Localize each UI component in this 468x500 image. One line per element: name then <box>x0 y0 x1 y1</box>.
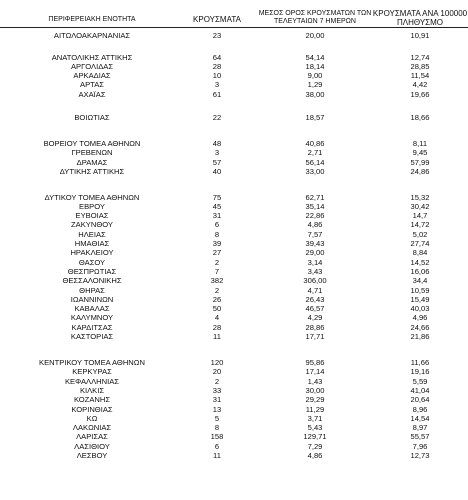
cases-cell: 11 <box>213 332 221 341</box>
table-row <box>0 193 468 203</box>
table-row <box>0 386 468 396</box>
per-100k-cell: 18,66 <box>410 112 430 122</box>
unit-name-cell: ΚΕΝΤΡΙΚΟΥ ΤΟΜΕΑ ΑΘΗΝΩΝ <box>39 358 145 367</box>
cases-cell: 22 <box>212 112 222 122</box>
cases-cell: 45 <box>212 201 222 211</box>
avg-7day-cell: 1,29 <box>307 80 323 90</box>
unit-name-cell: ΔΡΑΜΑΣ <box>76 157 108 167</box>
unit-name-cell: ΑΙΤΩΛΟΑΚΑΡΝΑΝΙΑΣ <box>53 30 131 40</box>
avg-7day-cell: 29,29 <box>305 395 325 405</box>
table-row <box>0 148 468 158</box>
cases-cell: 13 <box>212 404 222 414</box>
avg-7day-cell: 129,71 <box>303 432 327 442</box>
cases-cell: 33 <box>212 385 222 395</box>
table-row <box>0 442 468 452</box>
avg-7day-cell: 1,43 <box>307 376 323 386</box>
avg-7day-cell: 46,57 <box>305 304 325 314</box>
table-row <box>0 113 468 123</box>
avg-7day-cell: 22,86 <box>305 211 325 221</box>
per-100k-cell: 8,84 <box>412 248 428 258</box>
per-100k-cell: 8,96 <box>412 404 428 414</box>
cases-cell: 57 <box>212 157 222 167</box>
cases-cell: 10 <box>212 71 222 81</box>
cases-cell: 26 <box>212 294 222 304</box>
per-100k-cell: 14,72 <box>410 220 430 230</box>
table-row <box>0 139 468 149</box>
cases-cell: 120 <box>210 358 224 367</box>
table-row <box>0 31 468 41</box>
table-row <box>0 62 468 72</box>
per-100k-cell: 30,42 <box>410 201 430 211</box>
per-100k-cell: 9,45 <box>412 148 428 158</box>
unit-name-cell: ΛΑΚΩΝΙΑΣ <box>72 423 112 433</box>
cases-cell: 31 <box>212 211 222 221</box>
avg-7day-cell: 39,43 <box>305 239 325 248</box>
cases-cell: 11 <box>213 451 221 460</box>
per-100k-cell: 5,59 <box>412 376 428 386</box>
per-100k-cell: 24,86 <box>410 166 430 176</box>
per-100k-cell: 28,85 <box>410 61 430 71</box>
unit-name-cell: ΗΡΑΚΛΕΙΟΥ <box>70 248 114 258</box>
avg-7day-cell: 95,86 <box>305 358 325 367</box>
cases-cell: 5 <box>214 413 220 423</box>
per-100k-cell: 19,66 <box>410 89 430 99</box>
cases-cell: 7 <box>214 266 220 276</box>
avg-7day-cell: 7,57 <box>307 229 323 239</box>
per-100k-cell: 5,02 <box>412 229 428 239</box>
table-row <box>0 295 468 305</box>
table-row <box>0 451 468 461</box>
cases-cell: 382 <box>210 276 224 286</box>
avg-7day-cell: 29,00 <box>305 248 325 258</box>
avg-7day-cell: 56,14 <box>305 157 325 167</box>
avg-7day-cell: 18,14 <box>305 61 325 71</box>
cases-cell: 4 <box>214 313 220 323</box>
unit-name-cell: ΘΗΡΑΣ <box>79 285 105 295</box>
per-100k-cell: 16,06 <box>410 266 430 276</box>
cases-cell: 28 <box>212 322 222 332</box>
table-row <box>0 230 468 240</box>
per-100k-cell: 7,96 <box>412 441 428 451</box>
unit-name-cell: ΒΟΙΩΤΙΑΣ <box>74 112 110 122</box>
cases-cell: 20 <box>212 367 222 377</box>
table-row <box>0 167 468 177</box>
per-100k-cell: 20,64 <box>410 395 430 405</box>
unit-name-cell: ΚΑΡΔΙΤΣΑΣ <box>71 322 113 332</box>
per-100k-cell: 41,04 <box>410 385 430 395</box>
cases-cell: 61 <box>212 89 222 99</box>
table-row <box>0 220 468 230</box>
unit-name-cell: ΚΕΦΑΛΛΗΝΙΑΣ <box>64 376 120 386</box>
avg-7day-cell: 3,43 <box>307 266 323 276</box>
avg-7day-cell: 3,71 <box>307 413 323 423</box>
cases-cell: 28 <box>212 61 222 71</box>
avg-7day-cell: 4,29 <box>307 313 323 323</box>
table-row <box>0 367 468 377</box>
avg-7day-cell: 2,71 <box>307 148 323 158</box>
cases-cell: 40 <box>212 166 222 176</box>
header-per100k-line2: ΠΛΗΘΥΣΜΟ <box>396 18 444 27</box>
per-100k-cell: 14,52 <box>410 257 430 267</box>
unit-name-cell: ΗΜΑΘΙΑΣ <box>74 239 110 248</box>
per-100k-cell: 15,32 <box>410 192 430 202</box>
table-row <box>0 405 468 415</box>
avg-7day-cell: 18,57 <box>305 112 325 122</box>
table-row <box>0 423 468 433</box>
table-row <box>0 286 468 296</box>
unit-name-cell: ΔΥΤΙΚΟΥ ΤΟΜΕΑ ΑΘΗΝΩΝ <box>44 192 140 202</box>
avg-7day-cell: 40,86 <box>305 139 325 148</box>
table-row <box>0 432 468 442</box>
per-100k-cell: 10,59 <box>410 285 430 295</box>
unit-name-cell: ΚΟΡΙΝΘΙΑΣ <box>71 404 113 414</box>
unit-name-cell: ΘΕΣΣΑΛΟΝΙΚΗΣ <box>62 276 122 286</box>
unit-name-cell: ΖΑΚΥΝΘΟΥ <box>71 220 113 230</box>
unit-name-cell: ΕΥΒΟΙΑΣ <box>75 211 109 221</box>
unit-name-cell: ΑΡΓΟΛΙΔΑΣ <box>70 61 114 71</box>
per-100k-cell: 27,74 <box>410 239 430 248</box>
header-cases: ΚΡΟΥΣΜΑΤΑ <box>193 15 241 24</box>
avg-7day-cell: 7,29 <box>307 441 323 451</box>
cases-cell: 50 <box>212 304 222 314</box>
unit-name-cell: ΕΒΡΟΥ <box>79 201 105 211</box>
avg-7day-cell: 62,71 <box>305 192 325 202</box>
per-100k-cell: 21,86 <box>410 332 430 341</box>
unit-name-cell: ΚΩ <box>86 413 98 423</box>
unit-name-cell: ΛΑΣΙΘΙΟΥ <box>74 441 110 451</box>
header-avg-line2: ΤΕΛΕΥΤΑΙΩΝ 7 ΗΜΕΡΩΝ <box>274 18 356 25</box>
table-row <box>0 304 468 314</box>
table-row <box>0 248 468 258</box>
avg-7day-cell: 9,00 <box>307 71 323 81</box>
unit-name-cell: ΑΝΑΤΟΛΙΚΗΣ ΑΤΤΙΚΗΣ <box>51 52 133 62</box>
per-100k-cell: 40,03 <box>410 304 430 314</box>
cases-cell: 75 <box>212 192 222 202</box>
table-row <box>0 323 468 333</box>
avg-7day-cell: 28,86 <box>305 322 325 332</box>
avg-7day-cell: 26,43 <box>305 294 325 304</box>
table-row <box>0 53 468 63</box>
unit-name-cell: ΛΕΣΒΟΥ <box>76 451 108 460</box>
unit-name-cell: ΑΡΤΑΣ <box>80 80 104 90</box>
table-row <box>0 80 468 90</box>
per-100k-cell: 12,73 <box>410 451 430 460</box>
cases-cell: 6 <box>214 441 220 451</box>
unit-name-cell: ΚΙΛΚΙΣ <box>79 385 105 395</box>
unit-name-cell: ΘΕΣΠΡΩΤΙΑΣ <box>67 266 117 276</box>
per-100k-cell: 4,96 <box>412 313 428 323</box>
cases-cell: 23 <box>212 30 222 40</box>
per-100k-cell: 8,97 <box>412 423 428 433</box>
per-100k-cell: 55,57 <box>410 432 430 442</box>
unit-name-cell: ΚΑΒΑΛΑΣ <box>74 304 110 314</box>
avg-7day-cell: 4,86 <box>307 451 323 460</box>
table-row <box>0 395 468 405</box>
cases-cell: 3 <box>214 80 220 90</box>
unit-name-cell: ΚΟΖΑΝΗΣ <box>73 395 111 405</box>
table-row <box>0 358 468 368</box>
avg-7day-cell: 20,00 <box>305 30 325 40</box>
per-100k-cell: 19,16 <box>410 367 430 377</box>
header-unit: ΠΕΡΙΦΕΡΕΙΑΚΗ ΕΝΟΤΗΤΑ <box>48 16 136 23</box>
unit-name-cell: ΘΑΣΟΥ <box>78 257 106 267</box>
table-row <box>0 71 468 81</box>
per-100k-cell: 34,4 <box>412 276 428 286</box>
unit-name-cell: ΚΕΡΚΥΡΑΣ <box>72 367 112 377</box>
per-100k-cell: 14,54 <box>410 413 430 423</box>
cases-cell: 2 <box>214 376 220 386</box>
cases-cell: 39 <box>212 239 222 248</box>
table-row <box>0 239 468 249</box>
unit-name-cell: ΔΥΤΙΚΗΣ ΑΤΤΙΚΗΣ <box>59 166 125 176</box>
cases-cell: 158 <box>210 432 224 442</box>
cases-cell: 64 <box>212 52 222 62</box>
header-per100k-line1: ΚΡΟΥΣΜΑΤΑ ΑΝΑ 100000 <box>372 9 468 18</box>
avg-7day-cell: 30,00 <box>305 385 325 395</box>
per-100k-cell: 8,11 <box>412 139 428 148</box>
header-avg-line1: ΜΕΣΟΣ ΟΡΟΣ ΚΡΟΥΣΜΑΤΩΝ ΤΩΝ <box>258 10 372 17</box>
avg-7day-cell: 17,71 <box>305 332 325 341</box>
table-row <box>0 377 468 387</box>
cases-cell: 27 <box>212 248 222 258</box>
avg-7day-cell: 4,71 <box>307 285 323 295</box>
cases-cell: 2 <box>214 257 220 267</box>
per-100k-cell: 4,42 <box>412 80 428 90</box>
per-100k-cell: 15,49 <box>410 294 430 304</box>
unit-name-cell: ΑΧΑΪΑΣ <box>78 89 106 99</box>
avg-7day-cell: 35,14 <box>305 201 325 211</box>
cases-cell: 6 <box>214 220 220 230</box>
avg-7day-cell: 306,00 <box>303 276 327 286</box>
per-100k-cell: 11,54 <box>410 71 430 81</box>
unit-name-cell: ΓΡΕΒΕΝΩΝ <box>71 148 113 158</box>
header-divider <box>0 27 468 28</box>
avg-7day-cell: 33,00 <box>305 166 325 176</box>
table-row <box>0 90 468 100</box>
table-row <box>0 414 468 424</box>
table-row <box>0 158 468 168</box>
per-100k-cell: 57,99 <box>410 157 430 167</box>
avg-7day-cell: 4,86 <box>307 220 323 230</box>
avg-7day-cell: 3,14 <box>307 257 323 267</box>
cases-cell: 8 <box>214 423 220 433</box>
unit-name-cell: ΙΩΑΝΝΙΝΩΝ <box>70 294 114 304</box>
unit-name-cell: ΒΟΡΕΙΟΥ ΤΟΜΕΑ ΑΘΗΝΩΝ <box>43 139 141 148</box>
unit-name-cell: ΗΛΕΙΑΣ <box>78 229 106 239</box>
cases-cell: 2 <box>214 285 220 295</box>
avg-7day-cell: 54,14 <box>305 52 325 62</box>
cases-cell: 3 <box>214 148 220 158</box>
per-100k-cell: 24,66 <box>410 322 430 332</box>
avg-7day-cell: 11,29 <box>305 404 325 414</box>
per-100k-cell: 12,74 <box>410 52 430 62</box>
unit-name-cell: ΚΑΣΤΟΡΙΑΣ <box>70 332 114 341</box>
per-100k-cell: 14,7 <box>412 211 428 221</box>
table-row <box>0 276 468 286</box>
avg-7day-cell: 38,00 <box>305 89 325 99</box>
unit-name-cell: ΚΑΛΥΜΝΟΥ <box>70 313 114 323</box>
per-100k-cell: 10,91 <box>410 30 430 40</box>
table-row <box>0 258 468 268</box>
table-row <box>0 332 468 342</box>
per-100k-cell: 11,66 <box>410 358 430 367</box>
table-row <box>0 313 468 323</box>
avg-7day-cell: 17,14 <box>305 367 325 377</box>
unit-name-cell: ΛΑΡΙΣΑΣ <box>76 432 108 442</box>
unit-name-cell: ΑΡΚΑΔΙΑΣ <box>73 71 111 81</box>
cases-cell: 48 <box>212 139 222 148</box>
cases-cell: 31 <box>212 395 222 405</box>
avg-7day-cell: 5,43 <box>307 423 323 433</box>
table-row <box>0 211 468 221</box>
table-row <box>0 202 468 212</box>
table-row <box>0 267 468 277</box>
cases-cell: 8 <box>214 229 220 239</box>
